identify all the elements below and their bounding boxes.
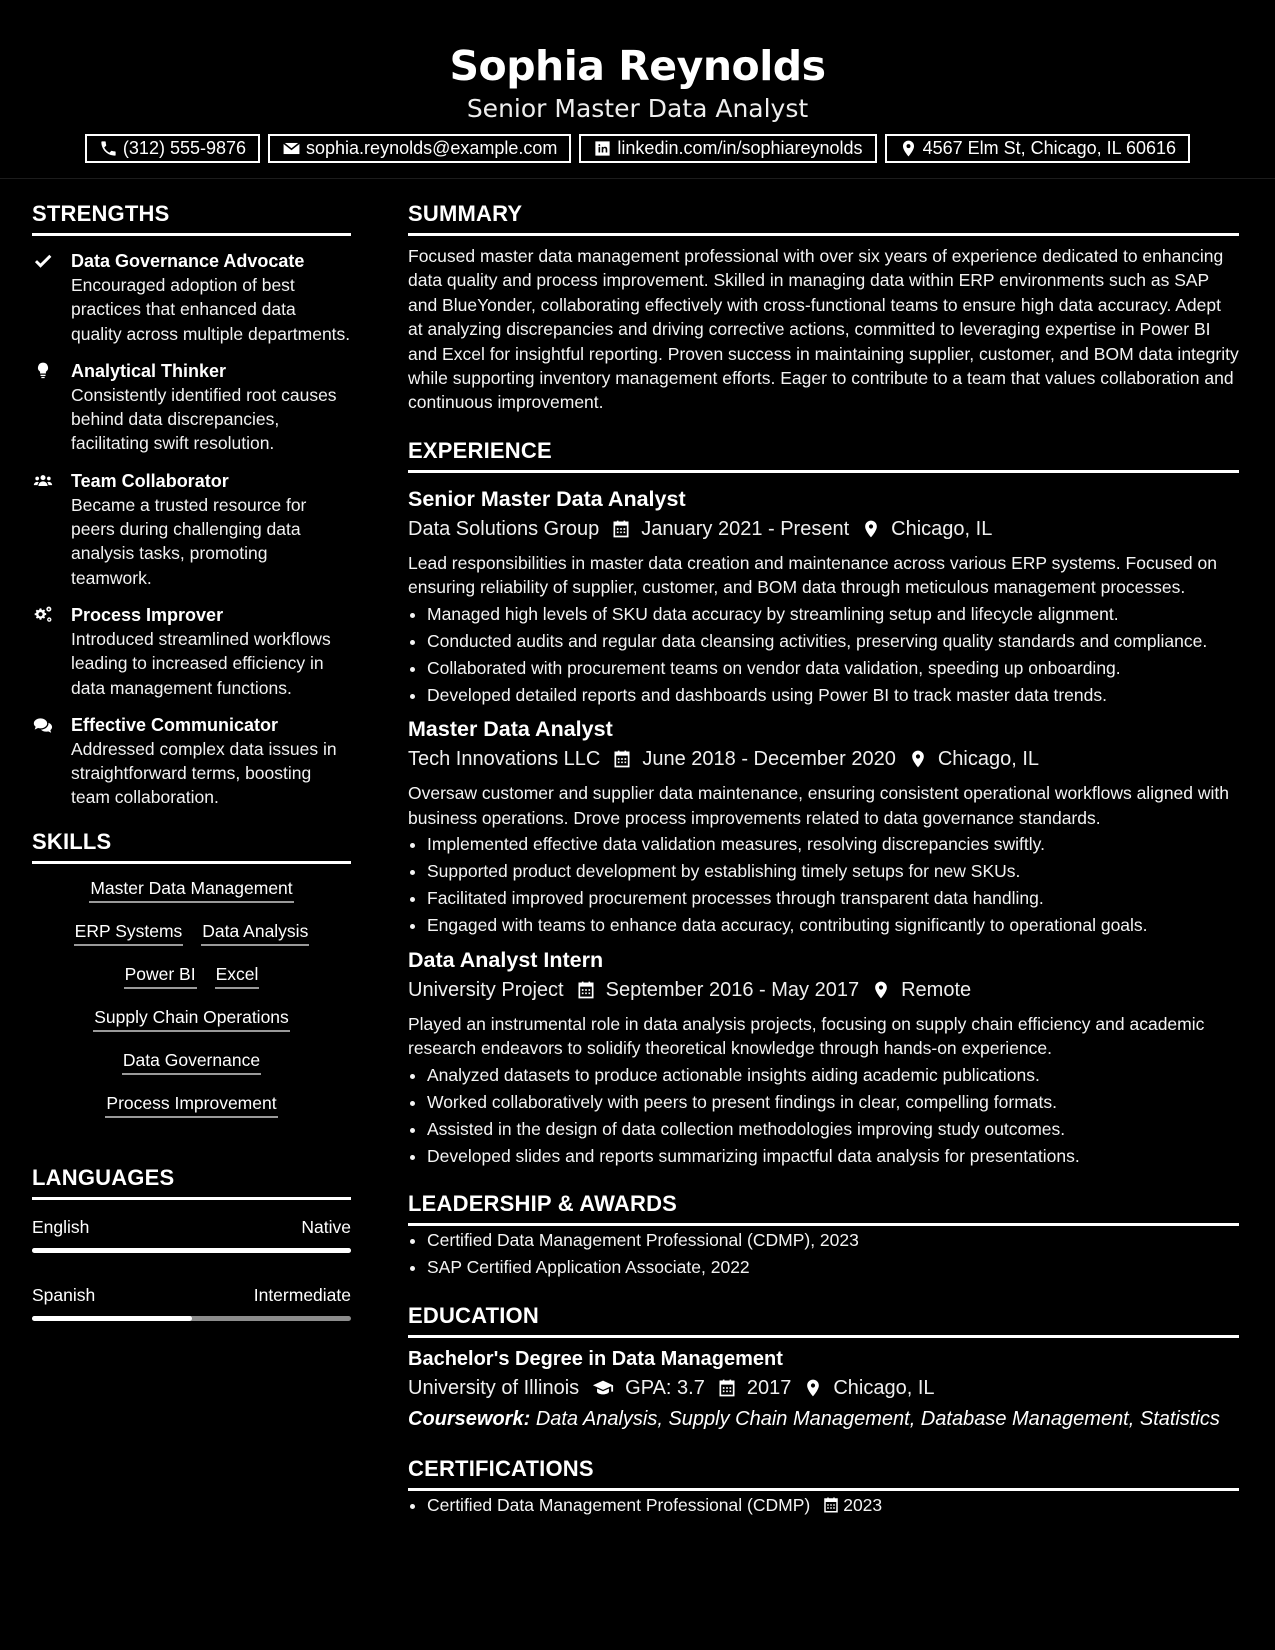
strengths-list xyxy=(32,249,351,810)
map-marker-icon xyxy=(899,139,918,158)
calendar-icon xyxy=(810,1496,843,1514)
skill-tag: ERP Systems xyxy=(74,919,184,946)
coursework-list: Data Analysis, Supply Chain Management, Database Management, Statistics xyxy=(535,1407,1220,1430)
certifications-heading: CERTIFICATIONS xyxy=(408,1456,1239,1491)
job-bullets xyxy=(408,832,1239,938)
map-marker-icon xyxy=(896,749,938,769)
strength-name: Analytical Thinker xyxy=(71,360,227,381)
envelope-icon xyxy=(282,139,301,158)
checkmark-icon xyxy=(32,251,56,271)
job-location: Chicago, IL xyxy=(891,517,993,540)
education-gpa: GPA: 3.7 xyxy=(625,1376,705,1399)
job-entry xyxy=(408,485,1239,708)
skill-tag: Data Analysis xyxy=(201,919,309,946)
job-meta xyxy=(408,515,1239,543)
skill-tag: Excel xyxy=(215,962,260,989)
strength-desc: Consistently identified root causes behind data discrepancies, facilitating swift resolution. xyxy=(71,384,337,454)
language-proficiency-bar xyxy=(32,1248,351,1253)
awards-list xyxy=(408,1228,1239,1280)
strength-desc: Encouraged adoption of best practices that enhanced data quality across multiple departments. xyxy=(71,275,351,344)
linkedin-icon xyxy=(593,139,612,158)
job-bullet: • Developed slides and reports summarizing impactful data analysis for presentations. xyxy=(427,1144,1239,1168)
skill-tag: Master Data Management xyxy=(89,876,293,903)
certification-item xyxy=(427,1493,1239,1517)
strength-item xyxy=(32,249,351,346)
left-column xyxy=(32,178,351,1321)
strength-item xyxy=(32,603,351,700)
calendar-icon xyxy=(599,519,641,539)
job-bullets xyxy=(408,1063,1239,1169)
contact-bar xyxy=(0,134,1275,163)
map-marker-icon xyxy=(791,1378,833,1398)
job-bullet: • Conducted audits and regular data cleansing activities, preserving quality standards and compliance. xyxy=(427,629,1239,653)
strength-item xyxy=(32,469,351,590)
language-proficiency-bar xyxy=(32,1316,351,1321)
skills-list xyxy=(32,876,351,1118)
language-level: Intermediate xyxy=(253,1284,351,1305)
language-proficiency-fill xyxy=(32,1316,192,1321)
gears-icon xyxy=(32,605,56,625)
education-degree: Bachelor's Degree in Data Management xyxy=(408,1347,783,1370)
job-dates: January 2021 - Present xyxy=(641,517,850,540)
contact-address[interactable] xyxy=(885,134,1191,163)
language-name: English xyxy=(32,1216,90,1237)
experience-heading: EXPERIENCE xyxy=(408,438,1239,473)
languages-heading: LANGUAGES xyxy=(32,1165,351,1200)
users-icon xyxy=(32,471,56,491)
contact-email-text: sophia.reynolds@example.com xyxy=(306,138,558,158)
job-title: Senior Master Data Analyst xyxy=(408,486,686,511)
job-dates: June 2018 - December 2020 xyxy=(642,748,896,771)
candidate-name: Sophia Reynolds xyxy=(449,42,826,90)
skill-tag: Process Improvement xyxy=(105,1091,277,1118)
job-bullet: • Managed high levels of SKU data accuracy by streamlining setup and lifecycle alignment. xyxy=(427,602,1239,626)
job-entry xyxy=(408,946,1239,1169)
strength-desc: Became a trusted resource for peers during challenging data analysis tasks, promoting teamwork. xyxy=(71,494,307,588)
education-year: 2017 xyxy=(746,1376,792,1399)
summary-heading: SUMMARY xyxy=(408,201,1239,236)
job-description: Played an instrumental role in data analysis projects, focusing on supply chain efficiency and academic research endeavors to solidify theoretical knowledge through hands-on experience. xyxy=(408,1013,1205,1059)
skill-tag: Power BI xyxy=(124,962,197,989)
award-item: • SAP Certified Application Associate, 2022 xyxy=(427,1255,1239,1279)
job-entry xyxy=(408,715,1239,938)
skill-tag: Supply Chain Operations xyxy=(93,1005,290,1032)
calendar-icon xyxy=(564,980,606,1000)
certifications-list xyxy=(408,1493,1239,1517)
education-meta xyxy=(408,1374,1239,1402)
skill-tag: Data Governance xyxy=(122,1048,261,1075)
resume-header xyxy=(0,0,1275,179)
graduation-cap-icon xyxy=(579,1377,625,1399)
education-coursework xyxy=(408,1405,1239,1433)
job-location: Chicago, IL xyxy=(937,748,1040,771)
certification-name: • Certified Data Management Professional (CDMP) xyxy=(427,1494,811,1515)
contact-phone-text: (312) 555-9876 xyxy=(122,138,247,158)
education-heading: EDUCATION xyxy=(408,1303,1239,1338)
job-bullet: • Facilitated improved procurement processes through transparent data handling. xyxy=(427,886,1239,910)
summary-text: Focused master data management professional with over six years of experience dedicated to enhancing data quality and process improvement. Skilled in managing data within ERP environments such as SAP and BlueYonder, collaborating effectively with cross-functional teams to ensure high data accuracy. Adept at analyzing discrepancies and driving corrective actions, committed to leveraging expertise in Power BI and Excel for insightful reporting. Proven success in maintaining supplier, customer, and BOM data integrity while supporting inventory management efforts. Eager to contribute to a team that values collaboration and continuous improvement. xyxy=(408,246,1239,413)
job-description: Lead responsibilities in master data creation and maintenance across various ERP systems. Focused on ensuring reliability of supplier, customer, and BOM data through meticulous management processes. xyxy=(408,552,1217,598)
language-item xyxy=(32,1283,351,1321)
job-bullet: • Assisted in the design of data collection methodologies improving study outcomes. xyxy=(427,1117,1239,1141)
strength-item xyxy=(32,713,351,810)
job-dates: September 2016 - May 2017 xyxy=(605,978,860,1001)
candidate-title: Senior Master Data Analyst xyxy=(466,94,809,123)
job-description: Oversaw customer and supplier data maintenance, ensuring consistent operational workflows aligned with business operations. Drove process improvements related to data governance standards. xyxy=(408,783,1229,828)
job-bullet: • Analyzed datasets to produce actionable insights aiding academic publications. xyxy=(427,1063,1239,1087)
award-item: • Certified Data Management Professional (CDMP), 2023 xyxy=(427,1228,1239,1252)
strength-name: Data Governance Advocate xyxy=(71,251,305,271)
coursework-label: Coursework: xyxy=(408,1407,531,1430)
map-marker-icon xyxy=(849,519,891,539)
strength-desc: Addressed complex data issues in straightforward terms, boosting team collaboration. xyxy=(71,738,337,808)
job-meta xyxy=(408,745,1239,773)
strength-name: Team Collaborator xyxy=(71,470,229,491)
language-name: Spanish xyxy=(32,1284,96,1305)
calendar-icon xyxy=(705,1378,747,1398)
contact-linkedin[interactable] xyxy=(579,134,876,163)
strength-desc: Introduced streamlined workflows leading to increased efficiency in data management functions. xyxy=(71,628,331,698)
job-bullet: • Worked collaboratively with peers to present findings in clear, compelling formats. xyxy=(427,1090,1239,1114)
skills-heading: SKILLS xyxy=(32,829,351,864)
strengths-heading: STRENGTHS xyxy=(32,201,351,236)
job-bullet: • Developed detailed reports and dashboards using Power BI to track master data trends. xyxy=(427,683,1239,707)
job-bullet: • Implemented effective data validation measures, resolving discrepancies swiftly. xyxy=(427,832,1239,856)
chat-bubbles-icon xyxy=(32,715,56,735)
strength-item xyxy=(32,359,351,456)
contact-email[interactable] xyxy=(268,134,571,163)
contact-address-text: 4567 Elm St, Chicago, IL 60616 xyxy=(922,138,1177,158)
language-item xyxy=(32,1215,351,1253)
education-school: University of Illinois xyxy=(408,1376,580,1399)
job-bullet: • Supported product development by establishing timely setups for new SKUs. xyxy=(427,859,1239,883)
contact-phone[interactable] xyxy=(85,134,260,163)
calendar-icon xyxy=(600,749,642,769)
language-proficiency-fill xyxy=(32,1248,351,1253)
job-title: Master Data Analyst xyxy=(408,717,613,742)
education-location: Chicago, IL xyxy=(833,1376,935,1399)
job-bullet: • Collaborated with procurement teams on vendor data validation, speeding up onboarding. xyxy=(427,656,1239,680)
certification-year: 2023 xyxy=(843,1494,883,1515)
strength-name: Process Improver xyxy=(71,604,224,625)
phone-icon xyxy=(99,139,118,158)
strength-name: Effective Communicator xyxy=(71,714,279,735)
job-location: Remote xyxy=(901,978,972,1001)
job-bullet: • Engaged with teams to enhance data accuracy, contributing significantly to operational goals. xyxy=(427,913,1239,937)
awards-heading: LEADERSHIP & AWARDS xyxy=(408,1191,1239,1226)
map-marker-icon xyxy=(859,980,901,1000)
job-title: Data Analyst Intern xyxy=(408,947,604,972)
job-company: Tech Innovations LLC xyxy=(408,748,601,771)
right-column xyxy=(408,178,1239,1520)
job-meta xyxy=(408,976,1239,1004)
language-level: Native xyxy=(301,1216,351,1237)
job-bullets xyxy=(408,602,1239,708)
contact-linkedin-text: linkedin.com/in/sophiareynolds xyxy=(617,138,863,158)
job-company: Data Solutions Group xyxy=(408,517,600,540)
lightbulb-icon xyxy=(32,361,56,381)
job-company: University Project xyxy=(408,978,564,1001)
